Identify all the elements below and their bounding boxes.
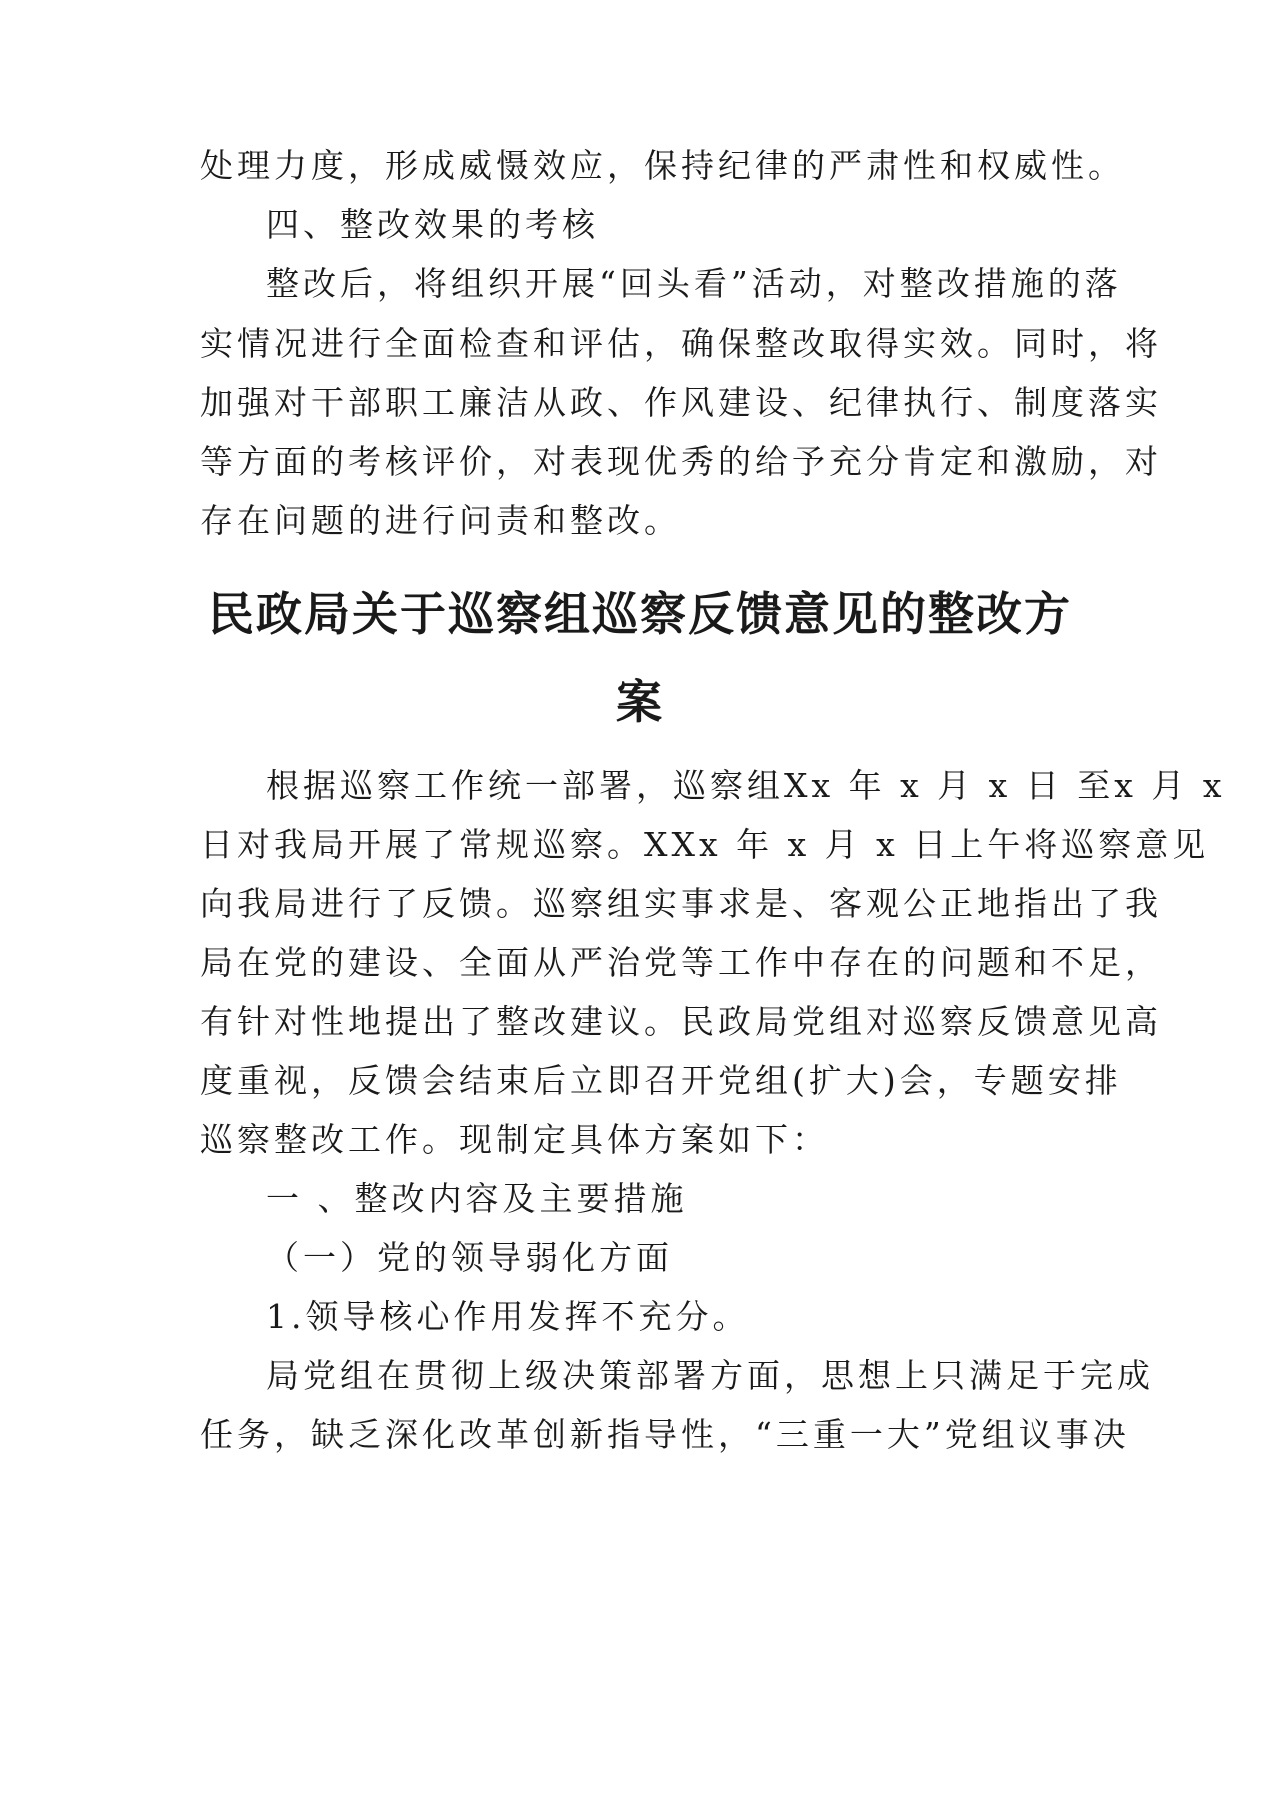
paragraph-line: 向我局进行了反馈。巡察组实事求是、客观公正地指出了我 bbox=[200, 884, 1162, 923]
paragraph-line: 巡察整改工作。现制定具体方案如下： bbox=[200, 1120, 829, 1159]
section-heading-4: 四、整改效果的考核 bbox=[266, 205, 599, 244]
section-heading-1: 一 、整改内容及主要措施 bbox=[266, 1179, 688, 1218]
document-title-line1: 民政局关于巡察组巡察反馈意见的整改方 bbox=[208, 587, 1072, 641]
subsection-heading-1: （一）党的领导弱化方面 bbox=[266, 1238, 673, 1277]
paragraph-line: 等方面的考核评价，对表现优秀的给予充分肯定和激励，对 bbox=[200, 442, 1162, 481]
paragraph-line: 任务，缺乏深化改革创新指导性，“三重一大”党组议事决 bbox=[200, 1415, 1130, 1454]
paragraph-line: 有针对性地提出了整改建议。民政局党组对巡察反馈意见高 bbox=[200, 1002, 1162, 1041]
document-title-line2: 案 bbox=[616, 675, 664, 729]
paragraph-line: 存在问题的进行问责和整改。 bbox=[200, 501, 681, 540]
paragraph-line: 局在党的建设、全面从严治党等工作中存在的问题和不足， bbox=[200, 943, 1162, 982]
paragraph-line: 局党组在贯彻上级决策部署方面，思想上只满足于完成 bbox=[266, 1356, 1154, 1395]
paragraph-line: 日对我局开展了常规巡察。XXx 年 x 月 x 日上午将巡察意见 bbox=[200, 825, 1210, 864]
paragraph-line: 实情况进行全面检查和评估，确保整改取得实效。同时，将 bbox=[200, 324, 1162, 363]
paragraph-line: 加强对干部职工廉洁从政、作风建设、纪律执行、制度落实 bbox=[200, 383, 1162, 422]
paragraph-line: 根据巡察工作统一部署，巡察组Xx 年 x 月 x 日 至x 月 x bbox=[266, 766, 1226, 805]
item-heading-1: 1.领导核心作用发挥不充分。 bbox=[266, 1297, 750, 1336]
paragraph-line: 度重视，反馈会结束后立即召开党组(扩大)会，专题安排 bbox=[200, 1061, 1122, 1100]
paragraph-line: 整改后，将组织开展“回头看”活动，对整改措施的落 bbox=[266, 264, 1122, 303]
paragraph-line: 处理力度，形成威慑效应，保持纪律的严肃性和权威性。 bbox=[200, 146, 1125, 185]
